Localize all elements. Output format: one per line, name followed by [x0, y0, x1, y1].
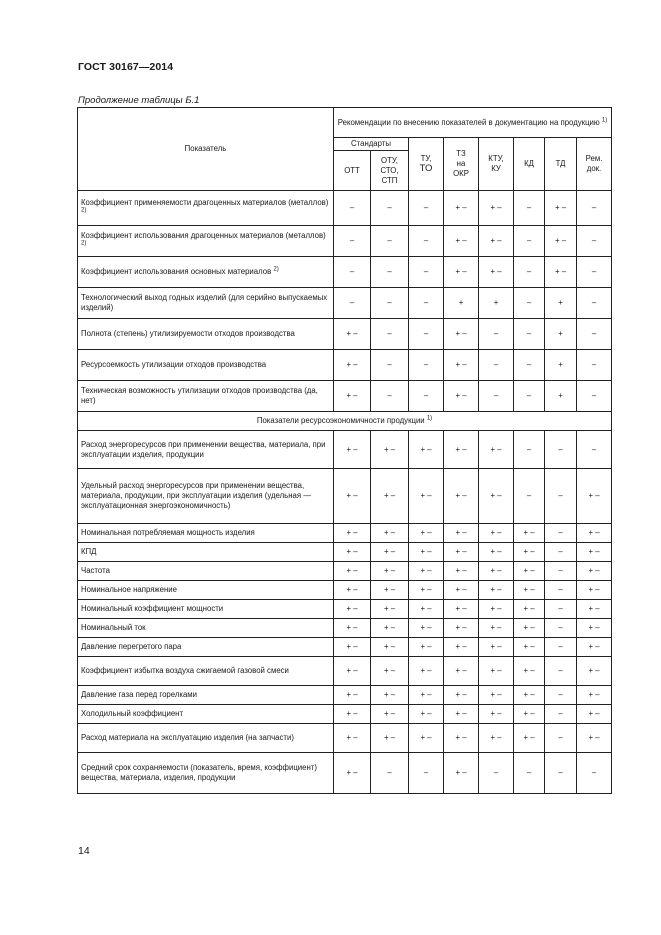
group1-body	[78, 191, 612, 412]
value-cell: + –	[334, 319, 371, 350]
col-header-tz	[444, 138, 479, 191]
value-cell: + –	[371, 686, 409, 705]
value-cell: + –	[479, 600, 514, 619]
value-cell: + –	[444, 469, 479, 524]
value-cell: + –	[545, 257, 577, 288]
indicators-table	[77, 107, 612, 794]
table-row	[78, 524, 612, 543]
value-cell: + –	[444, 257, 479, 288]
value-cell: + –	[577, 469, 612, 524]
indicator-cell	[78, 350, 334, 381]
value-cell: + –	[479, 619, 514, 638]
value-cell: –	[371, 350, 409, 381]
recommendations-header	[334, 108, 612, 138]
value-cell: + –	[409, 469, 444, 524]
section-body	[78, 412, 612, 431]
col-ott-line1: ОТТ	[344, 165, 360, 175]
indicator-name: Расход материала на эксплуатацию изделия (на запчасти)	[81, 733, 294, 742]
value-cell: + –	[479, 257, 514, 288]
value-cell: –	[545, 619, 577, 638]
indicator-name: Коэффициент избытка воздуха сжигаемой газовой смеси	[81, 666, 289, 675]
table-row	[78, 581, 612, 600]
col-tz-line2: на	[456, 159, 466, 168]
value-cell: + –	[514, 581, 545, 600]
value-cell: –	[409, 381, 444, 412]
indicator-name: Давление перегретого пара	[81, 642, 182, 651]
table-caption: Продолжение таблицы Б.1	[78, 95, 200, 106]
value-cell: –	[577, 350, 612, 381]
table-row	[78, 753, 612, 794]
indicator-cell	[78, 191, 334, 226]
value-cell: + –	[444, 350, 479, 381]
recommendations-footnote-ref: 1)	[601, 116, 608, 123]
value-cell: –	[577, 226, 612, 257]
value-cell: + –	[577, 581, 612, 600]
value-cell: + –	[409, 581, 444, 600]
indicator-cell	[78, 600, 334, 619]
value-cell: + –	[334, 431, 371, 469]
value-cell: + –	[409, 524, 444, 543]
indicator-cell	[78, 581, 334, 600]
table-row	[78, 319, 612, 350]
value-cell: –	[577, 319, 612, 350]
value-cell: –	[545, 724, 577, 753]
value-cell: + –	[444, 657, 479, 686]
section-title: Показатели ресурсоэкономичности продукции	[256, 416, 425, 425]
value-cell: + –	[371, 431, 409, 469]
indicator-name: Номинальное напряжение	[81, 585, 177, 594]
value-cell: –	[545, 638, 577, 657]
value-cell: –	[514, 226, 545, 257]
value-cell: –	[545, 753, 577, 794]
value-cell: –	[577, 288, 612, 319]
value-cell: +	[479, 288, 514, 319]
table-row	[78, 469, 612, 524]
value-cell: + –	[514, 686, 545, 705]
indicator-name: Коэффициент использования драгоценных материалов (металлов)	[81, 231, 326, 240]
indicator-cell	[78, 686, 334, 705]
value-cell: –	[334, 288, 371, 319]
col-otu-line2: СТО,	[380, 165, 399, 175]
value-cell: + –	[479, 191, 514, 226]
value-cell: –	[371, 226, 409, 257]
indicator-name: Давление газа перед горелками	[81, 690, 198, 699]
value-cell: + –	[444, 600, 479, 619]
col-header-rem	[577, 138, 612, 191]
value-cell: + –	[334, 543, 371, 562]
indicator-cell	[78, 753, 334, 794]
value-cell: + –	[371, 562, 409, 581]
col-header-ott	[334, 151, 371, 191]
value-cell: +	[545, 319, 577, 350]
value-cell: –	[371, 319, 409, 350]
table-row	[78, 705, 612, 724]
value-cell: + –	[409, 619, 444, 638]
value-cell: + –	[334, 638, 371, 657]
value-cell: + –	[409, 431, 444, 469]
value-cell: + –	[334, 350, 371, 381]
indicator-name: Номинальная потребляемая мощность изделия	[81, 528, 255, 537]
table-row	[78, 257, 612, 288]
value-cell: –	[409, 191, 444, 226]
value-cell: –	[371, 381, 409, 412]
value-cell: + –	[371, 524, 409, 543]
value-cell: –	[545, 657, 577, 686]
value-cell: + –	[371, 600, 409, 619]
value-cell: + –	[514, 705, 545, 724]
value-cell: –	[545, 562, 577, 581]
value-cell: + –	[444, 191, 479, 226]
value-cell: +	[444, 288, 479, 319]
col-header-kd	[514, 138, 545, 191]
value-cell: + –	[409, 638, 444, 657]
value-cell: –	[409, 288, 444, 319]
value-cell: + –	[577, 524, 612, 543]
value-cell: + –	[577, 705, 612, 724]
value-cell: + –	[577, 638, 612, 657]
value-cell: –	[409, 226, 444, 257]
col-ktu-line2: КУ	[491, 164, 501, 173]
indicator-cell	[78, 619, 334, 638]
value-cell: –	[371, 288, 409, 319]
value-cell: + –	[514, 543, 545, 562]
indicator-name: КПД	[81, 547, 97, 556]
value-cell: + –	[409, 724, 444, 753]
value-cell: + –	[409, 657, 444, 686]
value-cell: + –	[334, 753, 371, 794]
col-header-ktu	[479, 138, 514, 191]
value-cell: + –	[444, 638, 479, 657]
indicator-name: Номинальный коэффициент мощности	[81, 604, 224, 613]
value-cell: + –	[479, 686, 514, 705]
col-tu-line1: ТУ,	[420, 154, 432, 163]
value-cell: + –	[334, 581, 371, 600]
value-cell: + –	[409, 543, 444, 562]
value-cell: –	[514, 469, 545, 524]
value-cell: –	[514, 257, 545, 288]
indicator-cell	[78, 257, 334, 288]
value-cell: –	[334, 191, 371, 226]
table-row	[78, 226, 612, 257]
standards-header-text: Стандарты	[351, 139, 391, 148]
indicator-cell	[78, 543, 334, 562]
table-row	[78, 686, 612, 705]
indicator-cell	[78, 524, 334, 543]
value-cell: + –	[334, 705, 371, 724]
indicator-name: Удельный расход энергоресурсов при применении вещества, материала, продукции, при эксплуатации изделия (удельная — эксплуатационная энергоэкономичность)	[81, 481, 312, 510]
value-cell: –	[334, 226, 371, 257]
value-cell: –	[409, 319, 444, 350]
value-cell: + –	[371, 581, 409, 600]
value-cell: + –	[514, 524, 545, 543]
value-cell: –	[577, 753, 612, 794]
value-cell: –	[545, 686, 577, 705]
table-row	[78, 288, 612, 319]
indicator-name: Коэффициент использования основных материалов	[81, 267, 272, 276]
col-tz-line1: ТЗ	[456, 149, 466, 158]
value-cell: + –	[371, 619, 409, 638]
value-cell: –	[545, 705, 577, 724]
indicator-name: Полнота (степень) утилизируемости отходов производства	[81, 329, 295, 338]
value-cell: –	[514, 288, 545, 319]
footnote-ref: 2)	[81, 207, 87, 214]
value-cell: + –	[444, 226, 479, 257]
value-cell: + –	[545, 191, 577, 226]
indicator-name: Номинальный ток	[81, 623, 146, 632]
indicator-cell	[78, 431, 334, 469]
value-cell: –	[371, 191, 409, 226]
indicator-cell	[78, 562, 334, 581]
value-cell: + –	[444, 753, 479, 794]
value-cell: + –	[479, 657, 514, 686]
value-cell: + –	[479, 226, 514, 257]
value-cell: + –	[479, 724, 514, 753]
table-row	[78, 638, 612, 657]
value-cell: + –	[577, 724, 612, 753]
value-cell: + –	[479, 638, 514, 657]
value-cell: + –	[514, 562, 545, 581]
value-cell: + –	[514, 638, 545, 657]
value-cell: + –	[334, 524, 371, 543]
value-cell: –	[545, 581, 577, 600]
col-kd-line1: КД	[524, 159, 534, 168]
value-cell: + –	[371, 705, 409, 724]
value-cell: + –	[514, 600, 545, 619]
value-cell: + –	[444, 581, 479, 600]
value-cell: +	[545, 381, 577, 412]
value-cell: + –	[577, 657, 612, 686]
value-cell: –	[545, 524, 577, 543]
value-cell: + –	[479, 524, 514, 543]
indicator-name: Техническая возможность утилизации отходов производства (да, нет)	[81, 386, 318, 405]
value-cell: + –	[334, 600, 371, 619]
table-row	[78, 191, 612, 226]
value-cell: + –	[479, 469, 514, 524]
value-cell: + –	[479, 562, 514, 581]
indicator-cell	[78, 705, 334, 724]
table-row	[78, 543, 612, 562]
value-cell: + –	[409, 562, 444, 581]
value-cell: + –	[409, 705, 444, 724]
value-cell: –	[409, 350, 444, 381]
value-cell: +	[545, 350, 577, 381]
value-cell: + –	[545, 226, 577, 257]
section-title-cell	[78, 412, 612, 431]
value-cell: + –	[371, 657, 409, 686]
standards-header	[334, 138, 409, 151]
indicator-cell	[78, 638, 334, 657]
col-otu-line3: СТП	[381, 175, 398, 185]
col-rem-line1: Рем.	[585, 154, 603, 163]
col-tz-line3: ОКР	[453, 169, 469, 178]
col-tu-line2: ТО	[419, 163, 433, 174]
value-cell: + –	[514, 619, 545, 638]
value-cell: + –	[444, 562, 479, 581]
value-cell: + –	[444, 705, 479, 724]
value-cell: + –	[479, 431, 514, 469]
value-cell: –	[409, 257, 444, 288]
table-row	[78, 619, 612, 638]
col-rem-line2: док.	[586, 164, 602, 173]
col-header-otu	[371, 151, 409, 191]
value-cell: –	[479, 350, 514, 381]
value-cell: +	[545, 288, 577, 319]
value-cell: –	[514, 431, 545, 469]
col-td-line1: ТД	[555, 159, 566, 168]
value-cell: –	[545, 431, 577, 469]
value-cell: + –	[444, 431, 479, 469]
value-cell: –	[514, 191, 545, 226]
table-row	[78, 600, 612, 619]
table-row	[78, 724, 612, 753]
value-cell: + –	[371, 543, 409, 562]
indicator-cell	[78, 226, 334, 257]
value-cell: + –	[371, 724, 409, 753]
table-row	[78, 431, 612, 469]
indicator-name: Частота	[81, 566, 110, 575]
indicator-name: Коэффициент применяемости драгоценных материалов (металлов)	[81, 198, 329, 207]
value-cell: + –	[444, 686, 479, 705]
value-cell: –	[479, 753, 514, 794]
indicator-name: Расход энергоресурсов при применении вещества, материала, при эксплуатации изделия, продукции	[81, 439, 326, 459]
value-cell: + –	[444, 524, 479, 543]
group2-body	[78, 431, 612, 794]
value-cell: –	[577, 381, 612, 412]
value-cell: + –	[479, 581, 514, 600]
value-cell: + –	[577, 686, 612, 705]
value-cell: + –	[334, 469, 371, 524]
indicator-cell	[78, 724, 334, 753]
value-cell: –	[371, 257, 409, 288]
value-cell: + –	[577, 600, 612, 619]
value-cell: –	[514, 319, 545, 350]
value-cell: –	[577, 431, 612, 469]
section-row	[78, 412, 612, 431]
value-cell: + –	[409, 600, 444, 619]
table-row	[78, 657, 612, 686]
section-footnote-ref: 1)	[426, 415, 433, 422]
table-row	[78, 381, 612, 412]
col-header-tu	[409, 138, 444, 191]
value-cell: + –	[577, 562, 612, 581]
indicator-column-header	[78, 108, 334, 191]
indicator-header-text: Показатель	[184, 144, 227, 153]
col-ktu-line1: КТУ,	[488, 154, 504, 163]
value-cell: + –	[444, 319, 479, 350]
value-cell: –	[545, 543, 577, 562]
value-cell: + –	[371, 638, 409, 657]
indicator-name: Технологический выход годных изделий (для серийно выпускаемых изделий)	[81, 293, 328, 312]
recommendations-header-text: Рекомендации по внесению показателей в документацию на продукцию	[337, 117, 600, 127]
indicator-cell	[78, 657, 334, 686]
footnote-ref: 2)	[81, 240, 87, 247]
value-cell: + –	[334, 381, 371, 412]
value-cell: + –	[409, 686, 444, 705]
value-cell: + –	[444, 543, 479, 562]
value-cell: –	[577, 257, 612, 288]
col-header-td	[545, 138, 577, 191]
indicator-cell	[78, 319, 334, 350]
col-otu-line1: ОТУ,	[381, 155, 398, 165]
value-cell: + –	[371, 469, 409, 524]
value-cell: + –	[334, 657, 371, 686]
footnote-ref: 2)	[273, 266, 279, 273]
value-cell: –	[409, 753, 444, 794]
value-cell: –	[514, 753, 545, 794]
page-number: 14	[78, 845, 90, 857]
table-row	[78, 350, 612, 381]
value-cell: + –	[334, 686, 371, 705]
value-cell: + –	[514, 657, 545, 686]
value-cell: –	[545, 469, 577, 524]
value-cell: + –	[479, 543, 514, 562]
indicator-name: Средний срок сохраняемости (показатель, время, коэффициент) вещества, материала, изделия, продукции	[81, 763, 317, 782]
value-cell: + –	[334, 562, 371, 581]
indicator-cell	[78, 381, 334, 412]
value-cell: –	[577, 191, 612, 226]
indicator-cell	[78, 288, 334, 319]
value-cell: –	[479, 381, 514, 412]
value-cell: –	[334, 257, 371, 288]
document-code: ГОСТ 30167—2014	[78, 61, 174, 73]
value-cell: –	[514, 381, 545, 412]
value-cell: + –	[444, 619, 479, 638]
value-cell: + –	[444, 381, 479, 412]
indicator-name: Ресурсоемкость утилизации отходов производства	[81, 360, 267, 369]
value-cell: –	[514, 350, 545, 381]
value-cell: + –	[514, 724, 545, 753]
indicator-cell	[78, 469, 334, 524]
value-cell: + –	[334, 619, 371, 638]
value-cell: + –	[577, 543, 612, 562]
indicator-name: Холодильный коэффициент	[81, 709, 184, 718]
value-cell: + –	[479, 705, 514, 724]
value-cell: + –	[577, 619, 612, 638]
value-cell: –	[479, 319, 514, 350]
value-cell: –	[371, 753, 409, 794]
table-row	[78, 562, 612, 581]
value-cell: + –	[334, 724, 371, 753]
value-cell: –	[545, 600, 577, 619]
value-cell: + –	[444, 724, 479, 753]
